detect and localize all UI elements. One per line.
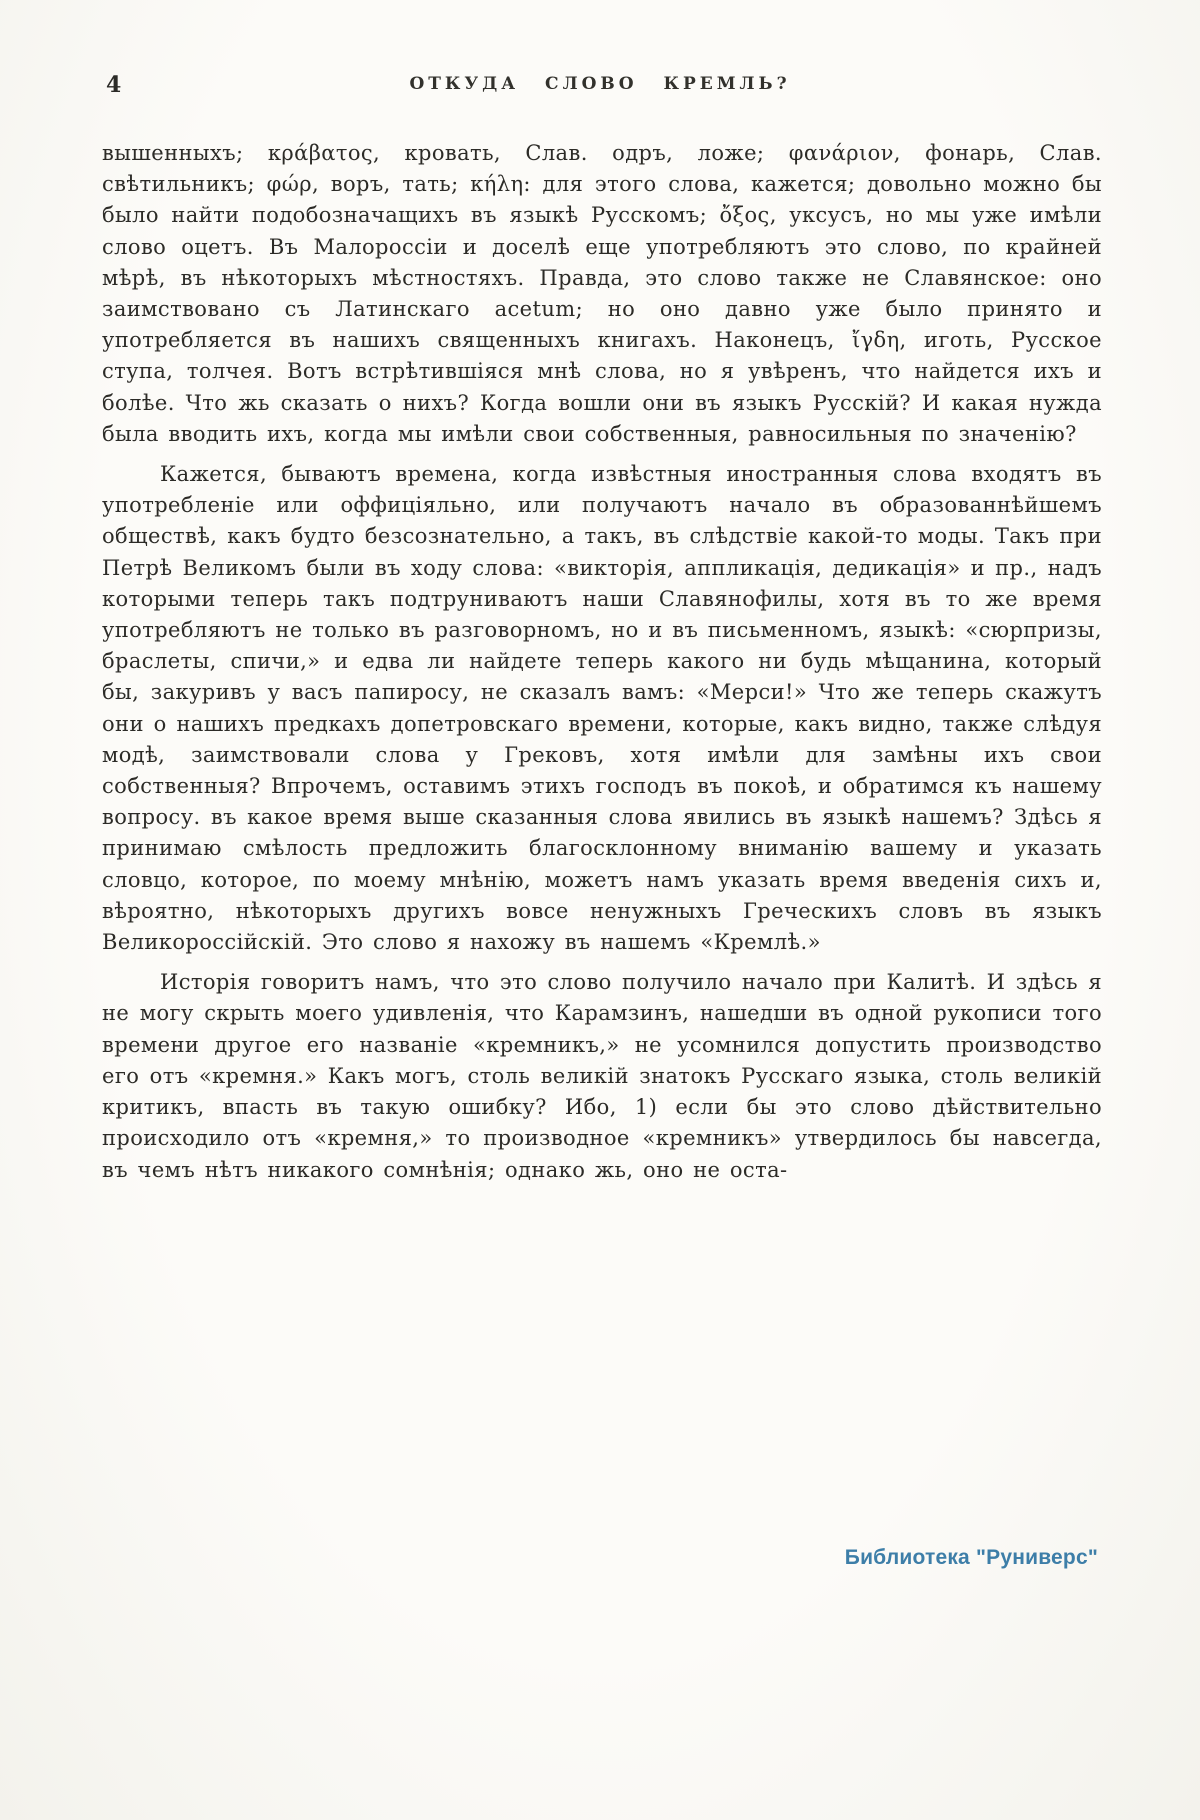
- paragraph: Исторія говоритъ намъ, что это слово получило начало при Калитѣ. И здѣсь я не могу скрыть моего удивленія, что Карамзинъ, нашедши въ одной рукописи того времени другое его названіе «кремникъ,» не усомнился допустить производство его отъ «кремня.» Какъ могъ, столь великій знатокъ Русскаго языка, столь великій критикъ, впасть въ такую ошибку? Ибо, 1) если бы это слово дѣйствительно происходило отъ «кремня,» то производное «кремникъ» утвердилось бы навсегда, въ чемъ нѣтъ никакого сомнѣнія; однако жь, оно не оста-: [102, 970, 1102, 1182]
- page-body: [102, 138, 1102, 1186]
- page-header: [100, 68, 1100, 114]
- running-title: ОТКУДА СЛОВО КРЕМЛЬ?: [409, 74, 791, 94]
- paragraph: Кажется, бываютъ времена, когда извѣстныя иностранныя слова входятъ въ употребленіе или оффиціяльно, или получаютъ начало въ образованнѣйшемъ обществѣ, какъ будто безсознательно, а такъ, въ слѣдствіе какой-то моды. Такъ при Петрѣ Великомъ были въ ходу слова: «викторія, аппликація, дедикація» и пр., надъ которыми теперь такъ подтруниваютъ наши Славянофилы, хотя въ то же время употребляютъ не только въ разговорномъ, но и въ письменномъ, языкѣ: «сюрпризы, браслеты, спичи,» и едва ли найдете теперь какого ни будь мѣщанина, который бы, закуривъ у васъ папиросу, не сказалъ вамъ: «Мерси!» Что же теперь скажутъ они о нашихъ предкахъ допетровскаго времени, которые, какъ видно, также слѣдуя модѣ, заимствовали слова у Грековъ, хотя имѣли для замѣны ихъ свои собственныя? Впрочемъ, оставимъ этихъ господъ въ покоѣ, и обратимся къ нашему вопросу. въ какое время выше сказанныя слова явились въ языкѣ нашемъ? Здѣсь я принимаю смѣлость предложить благосклонному вниманію вашему и указать словцо, которое, по моему мнѣнію, можетъ намъ указать время введенія сихъ и, вѣроятно, нѣкоторыхъ другихъ вовсе ненужныхъ Греческихъ словъ въ языкъ Великороссійскій. Это слово я нахожу въ нашемъ «Кремлѣ.»: [102, 462, 1102, 955]
- library-watermark: Библиотека "Руниверс": [844, 1546, 1098, 1569]
- paragraph: вышенныхъ; κράβατος, кровать, Слав. одръ, ложе; φανάριον, фонарь, Слав. свѣтильникъ; φώρ, воръ, тать; κήλη: для этого слова, кажется; довольно можно бы было найти подобозначащихъ въ языкѣ Русскомъ; ὄξος, уксусъ, но мы уже имѣли слово оцетъ. Въ Малороссіи и доселѣ еще употребляютъ это слово, по крайней мѣрѣ, въ нѣкоторыхъ мѣстностяхъ. Правда, это слово также не Славянское: оно заимствовано съ Латинскаго acetum; но оно давно уже было принято и употребляется въ нашихъ священныхъ книгахъ. Наконецъ, ἴγδη, иготь, Русское ступа, толчея. Вотъ встрѣтившіяся мнѣ слова, но я увѣренъ, что найдется ихъ и болѣе. Что жь сказать о нихъ? Когда вошли они въ языкъ Русскій? И какая нужда была вводить ихъ, когда мы имѣли свои собственныя, равносильныя по значенію?: [102, 141, 1102, 446]
- page-number: 4: [106, 72, 122, 98]
